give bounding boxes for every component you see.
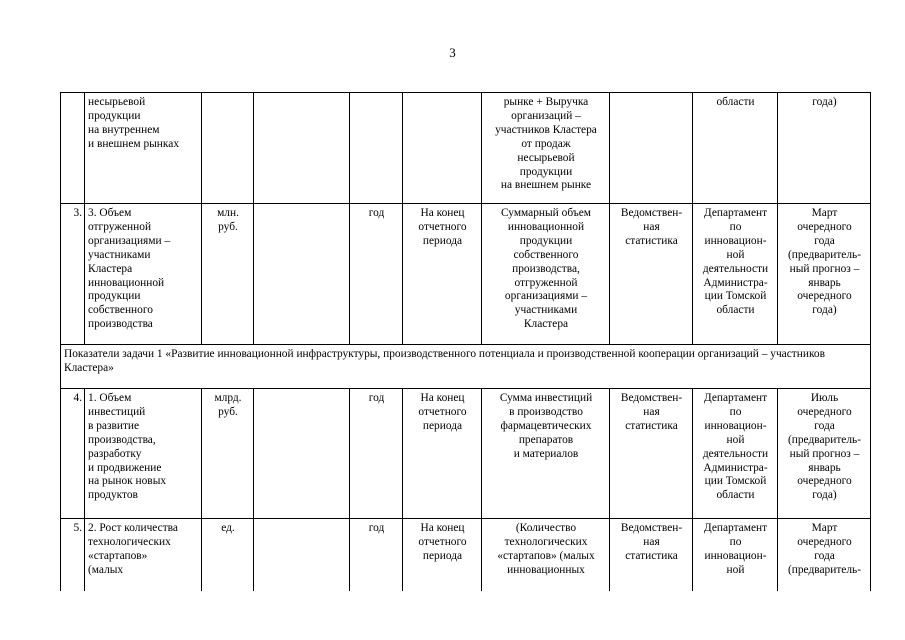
period: год [368, 522, 385, 534]
table-row [61, 93, 871, 204]
row-number: 5. [73, 522, 82, 534]
deadline: года) [812, 96, 837, 108]
responsible-body: области [716, 96, 755, 108]
indicator-name: несырьевой продукции на внутреннем и внешнем рынках [88, 96, 180, 150]
table-row [61, 204, 871, 345]
section-title: Показатели задачи 1 «Развитие инновационной инфраструктуры, производственного потенциала и производственной кооперации организаций – участников Кластера» [64, 348, 825, 374]
row-number: 3. [73, 207, 82, 219]
data-source: Ведомствен- ная статистика [620, 207, 683, 247]
indicator-name: 2. Рост количества технологических «стартапов» (малых [88, 522, 178, 576]
calculation-method: Сумма инвестиций в производство фармацевтических препаратов и материалов [499, 392, 593, 460]
unit: млн. руб. [217, 207, 239, 233]
responsible-body: Департамент по инновацион- ной деятельности Администра- ции Томской области [702, 392, 769, 502]
row-number: 4. [73, 392, 82, 404]
data-source: Ведомствен- ная статистика [620, 522, 683, 562]
time-moment: На конец отчетного периода [418, 522, 467, 562]
time-moment: На конец отчетного периода [418, 392, 467, 432]
page-number: 3 [449, 45, 456, 60]
table-row [61, 389, 871, 519]
data-source: Ведомствен- ная статистика [620, 392, 683, 432]
calculation-method: (Количество технологических «стартапов» (малых инновационных [497, 522, 595, 576]
responsible-body: Департамент по инновацион- ной [703, 522, 768, 576]
period: год [368, 207, 385, 219]
section-row [61, 345, 871, 389]
indicator-name: 1. Объем инвестиций в развитие производства, разработку и продвижение на рынок новых продуктов [88, 392, 167, 502]
indicator-name: 3. Объем отгруженной организациями – участниками Кластера инновационной продукции собственного производства [88, 207, 171, 331]
calculation-method: Суммарный объем инновационной продукции собственного производства, отгруженной организациями – участниками Кластера [500, 207, 591, 331]
deadline: Июль очередного года (предваритель- ный прогноз – январь очередного года) [787, 392, 862, 502]
time-moment: На конец отчетного периода [418, 207, 467, 247]
period: год [368, 392, 385, 404]
unit: млрд. руб. [214, 392, 242, 418]
deadline: Март очередного года (предваритель- ный прогноз – январь очередного года) [787, 207, 862, 317]
deadline: Март очередного года (предваритель- [787, 522, 862, 576]
responsible-body: Департамент по инновацион- ной деятельности Администра- ции Томской области [702, 207, 769, 317]
unit: ед. [221, 522, 235, 534]
indicators-table [60, 92, 871, 591]
calculation-method: рынке + Выручка организаций – участников Кластера от продаж несырьевой продукции на внешнем рынке [495, 96, 597, 192]
table-row [61, 519, 871, 591]
